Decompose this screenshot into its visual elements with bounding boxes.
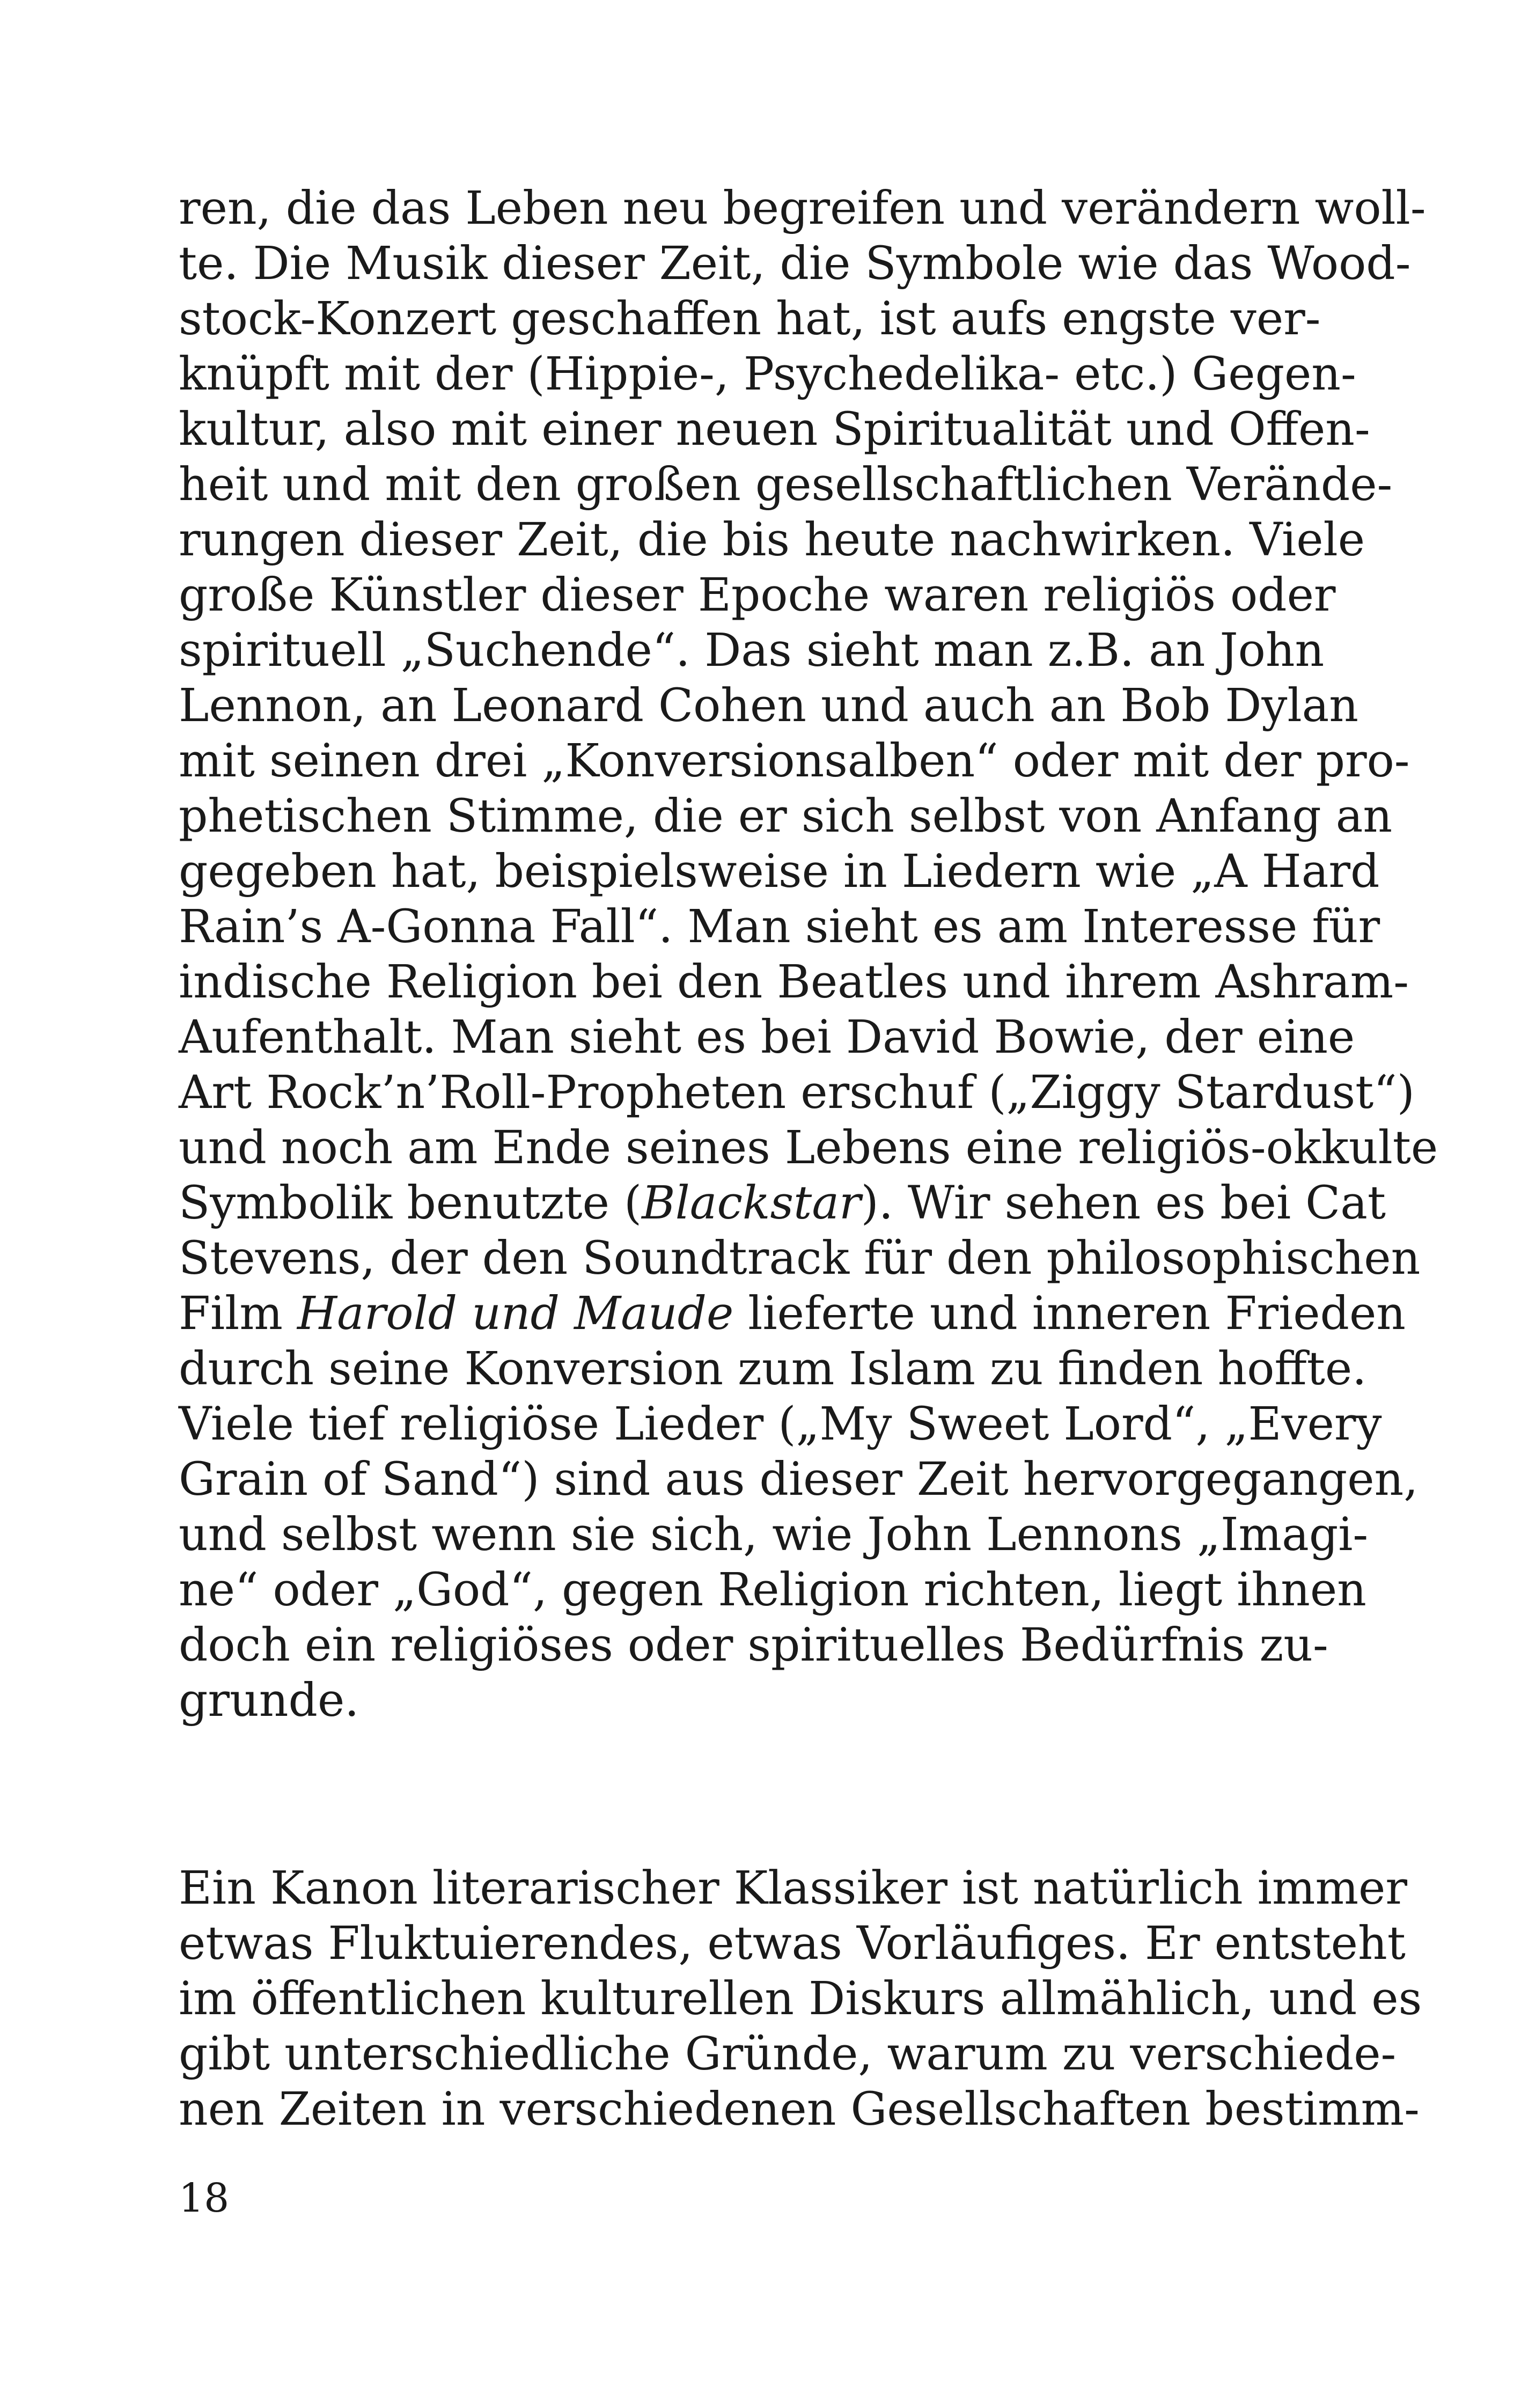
text-line: durch seine Konversion zum Islam zu finden hoffte. <box>179 1342 1367 1396</box>
text-line: indische Religion bei den Beatles und ihrem Ashram- <box>179 956 1409 1009</box>
text-line: gegeben hat, beispielsweise in Liedern wie „A Hard <box>179 845 1380 898</box>
text-line-with-italic <box>179 1286 1406 1341</box>
text-line: Viele tief religiöse Lieder („My Sweet Lord“, „Every <box>179 1398 1382 1451</box>
paragraph-2 <box>179 1861 1422 2137</box>
text-line: heit und mit den großen gesellschaftlichen Verände- <box>179 458 1393 511</box>
film-title-italic: Harold und Maude <box>297 1287 734 1340</box>
paragraph-1 <box>179 181 1438 1728</box>
text-line: rungen dieser Zeit, die bis heute nachwirken. Viele <box>179 513 1365 567</box>
text-line: ren, die das Leben neu begreifen und verändern woll- <box>179 182 1426 235</box>
text-line: Ein Kanon literarischer Klassiker ist natürlich immer <box>179 1862 1407 1915</box>
text-line: te. Die Musik dieser Zeit, die Symbole wie das Wood- <box>179 237 1411 290</box>
text-line: und selbst wenn sie sich, wie John Lennons „Imagi- <box>179 1508 1369 1561</box>
text-line: Lennon, an Leonard Cohen und auch an Bob Dylan <box>179 679 1359 732</box>
album-title-italic: Blackstar <box>642 1177 861 1230</box>
text-line: stock-Konzert geschaffen hat, ist aufs engste ver- <box>179 292 1321 346</box>
text-line: große Künstler dieser Epoche waren religiös oder <box>179 569 1336 622</box>
text-line: Stevens, der den Soundtrack für den philosophischen <box>179 1232 1421 1285</box>
text-line: grunde. <box>179 1674 359 1727</box>
text-segment: lieferte und inneren Frieden <box>733 1287 1406 1340</box>
page-number: 18 <box>179 2175 230 2221</box>
text-line: Rain’s A-Gonna Fall“. Man sieht es am Interesse für <box>179 900 1380 953</box>
text-line: nen Zeiten in verschiedenen Gesellschaften bestimm- <box>179 2083 1420 2136</box>
text-line: knüpft mit der (Hippie-, Psychedelika- etc.) Gegen- <box>179 348 1356 401</box>
text-line: Grain of Sand“) sind aus dieser Zeit hervorgegangen, <box>179 1453 1419 1506</box>
text-line: spirituell „Suchende“. Das sieht man z.B. an John <box>179 624 1325 677</box>
text-line: ne“ oder „God“, gegen Religion richten, liegt ihnen <box>179 1563 1366 1617</box>
text-line: phetischen Stimme, die er sich selbst von Anfang an <box>179 790 1393 843</box>
text-line: Art Rock’n’Roll-Propheten erschuf („Ziggy Stardust“) <box>179 1066 1415 1119</box>
text-line: und noch am Ende seines Lebens eine religiös-okkulte <box>179 1121 1438 1174</box>
text-segment: Symbolik benutzte ( <box>179 1177 642 1230</box>
text-line: gibt unterschiedliche Gründe, warum zu verschiede- <box>179 2028 1397 2081</box>
text-line: etwas Fluktuierendes, etwas Vorläufiges. Er entsteht <box>179 1917 1406 1970</box>
text-line-with-italic <box>179 1176 1386 1231</box>
text-segment: ). Wir sehen es bei Cat <box>861 1177 1386 1230</box>
text-line: im öffentlichen kulturellen Diskurs allmählich, und es <box>179 1972 1422 2025</box>
text-segment: Film <box>179 1287 297 1340</box>
text-line: Aufenthalt. Man sieht es bei David Bowie, der eine <box>179 1011 1355 1064</box>
text-line: mit seinen drei „Konversionsalben“ oder mit der pro- <box>179 735 1410 788</box>
text-line: kultur, also mit einer neuen Spiritualität und Offen- <box>179 403 1370 456</box>
text-line: doch ein religiöses oder spirituelles Bedürfnis zu- <box>179 1619 1328 1672</box>
